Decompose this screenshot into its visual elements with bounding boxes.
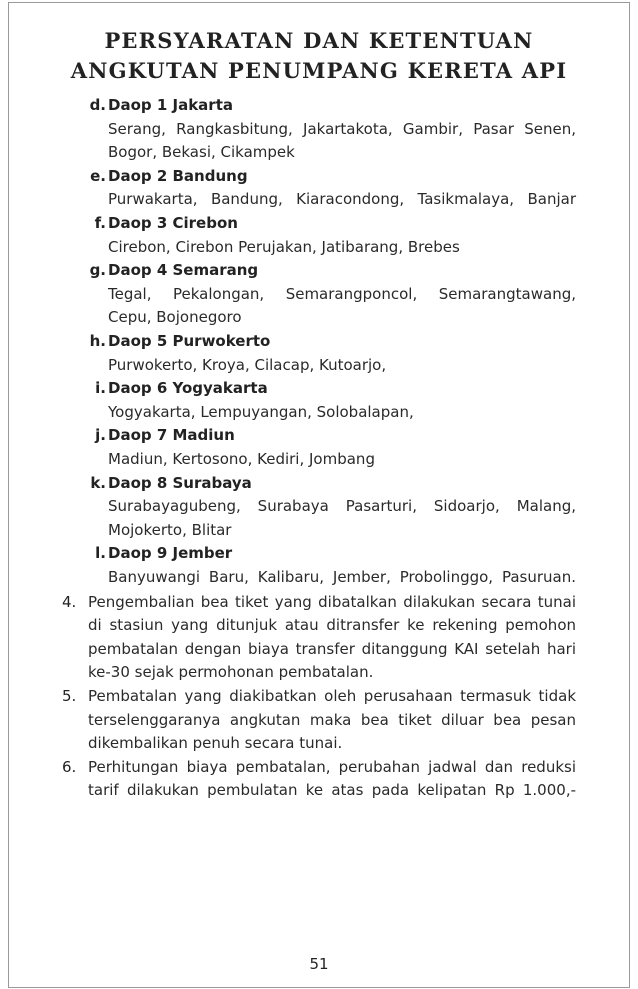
page-title-line-2: ANGKUTAN PENUMPANG KERETA API	[70, 58, 568, 83]
paragraph-line: terselenggaranya angkutan maka bea tiket diluar bea pesan	[88, 710, 576, 729]
daop-letter: g.	[89, 261, 106, 280]
station-list-line: Banyuwangi Baru, Kalibaru, Jember, Probolinggo, Pasuruan.	[108, 568, 576, 586]
station-list-line: Serang, Rangkasbitung, Jakartakota, Gambir, Pasar Senen,	[108, 119, 576, 138]
daop-heading: Daop 6 Yogyakarta	[108, 379, 268, 398]
station-list-line: Surabayagubeng, Surabaya Pasarturi, Sidoarjo, Malang,	[108, 497, 576, 516]
daop-heading: Daop 4 Semarang	[108, 261, 259, 280]
page-title-line-1: PERSYARATAN DAN KETENTUAN	[104, 28, 534, 53]
daop-letter: j.	[95, 426, 106, 445]
paragraph-line: pembatalan dengan biaya transfer ditanggung KAI setelah hari	[88, 639, 576, 658]
daop-heading: Daop 5 Purwokerto	[108, 332, 271, 350]
paragraph-line: Pengembalian bea tiket yang dibatalkan dilakukan secara tunai	[88, 592, 576, 611]
daop-letter: e.	[90, 166, 106, 185]
daop-heading: Daop 3 Cirebon	[108, 214, 238, 232]
page-number: 51	[309, 955, 329, 973]
station-list-line: Purwokerto, Kroya, Cilacap, Kutoarjo,	[108, 355, 387, 374]
daop-heading: Daop 1 Jakarta	[108, 96, 233, 114]
daop-heading: Daop 9 Jember	[108, 544, 233, 563]
daop-heading: Daop 8 Surabaya	[108, 473, 252, 492]
paragraph-line: Pembatalan yang diakibatkan oleh perusahaan termasuk tidak	[88, 687, 576, 705]
paragraph-line: Perhitungan biaya pembatalan, perubahan jadwal dan reduksi	[88, 757, 576, 776]
daop-letter: d.	[89, 96, 106, 114]
daop-letter: h.	[89, 332, 106, 350]
point-number: 5.	[62, 687, 77, 705]
station-list-line: Madiun, Kertosono, Kediri, Jombang	[108, 450, 375, 468]
paragraph-line: tarif dilakukan pembulatan ke atas pada kelipatan Rp 1.000,-	[88, 781, 576, 800]
page-frame	[8, 2, 630, 988]
daop-letter: i.	[95, 379, 106, 398]
paragraph-line: dikembalikan penuh secara tunai.	[88, 734, 343, 753]
paragraph-line: ke-30 sejak permohonan pembatalan.	[88, 663, 374, 682]
station-list-line: Tegal, Pekalongan, Semarangponcol, Semarangtawang,	[108, 284, 576, 303]
paragraph-line: di stasiun yang ditunjuk atau ditransfer ke rekening pemohon	[88, 616, 576, 635]
daop-letter: l.	[95, 544, 106, 563]
point-number: 4.	[62, 592, 77, 611]
point-number: 6.	[62, 757, 77, 776]
station-list-line: Mojokerto, Blitar	[108, 520, 232, 539]
daop-heading: Daop 2 Bandung	[108, 166, 248, 185]
daop-letter: f.	[94, 214, 106, 232]
daop-heading: Daop 7 Madiun	[108, 426, 235, 445]
station-list-line: Cirebon, Cirebon Perujakan, Jatibarang, Brebes	[108, 237, 460, 256]
station-list-line: Purwakarta, Bandung, Kiaracondong, Tasikmalaya, Banjar	[108, 190, 576, 209]
daop-letter: k.	[90, 473, 106, 492]
station-list-line: Cepu, Bojonegoro	[108, 308, 242, 327]
station-list-line: Bogor, Bekasi, Cikampek	[108, 143, 295, 162]
station-list-line: Yogyakarta, Lempuyangan, Solobalapan,	[108, 402, 414, 421]
